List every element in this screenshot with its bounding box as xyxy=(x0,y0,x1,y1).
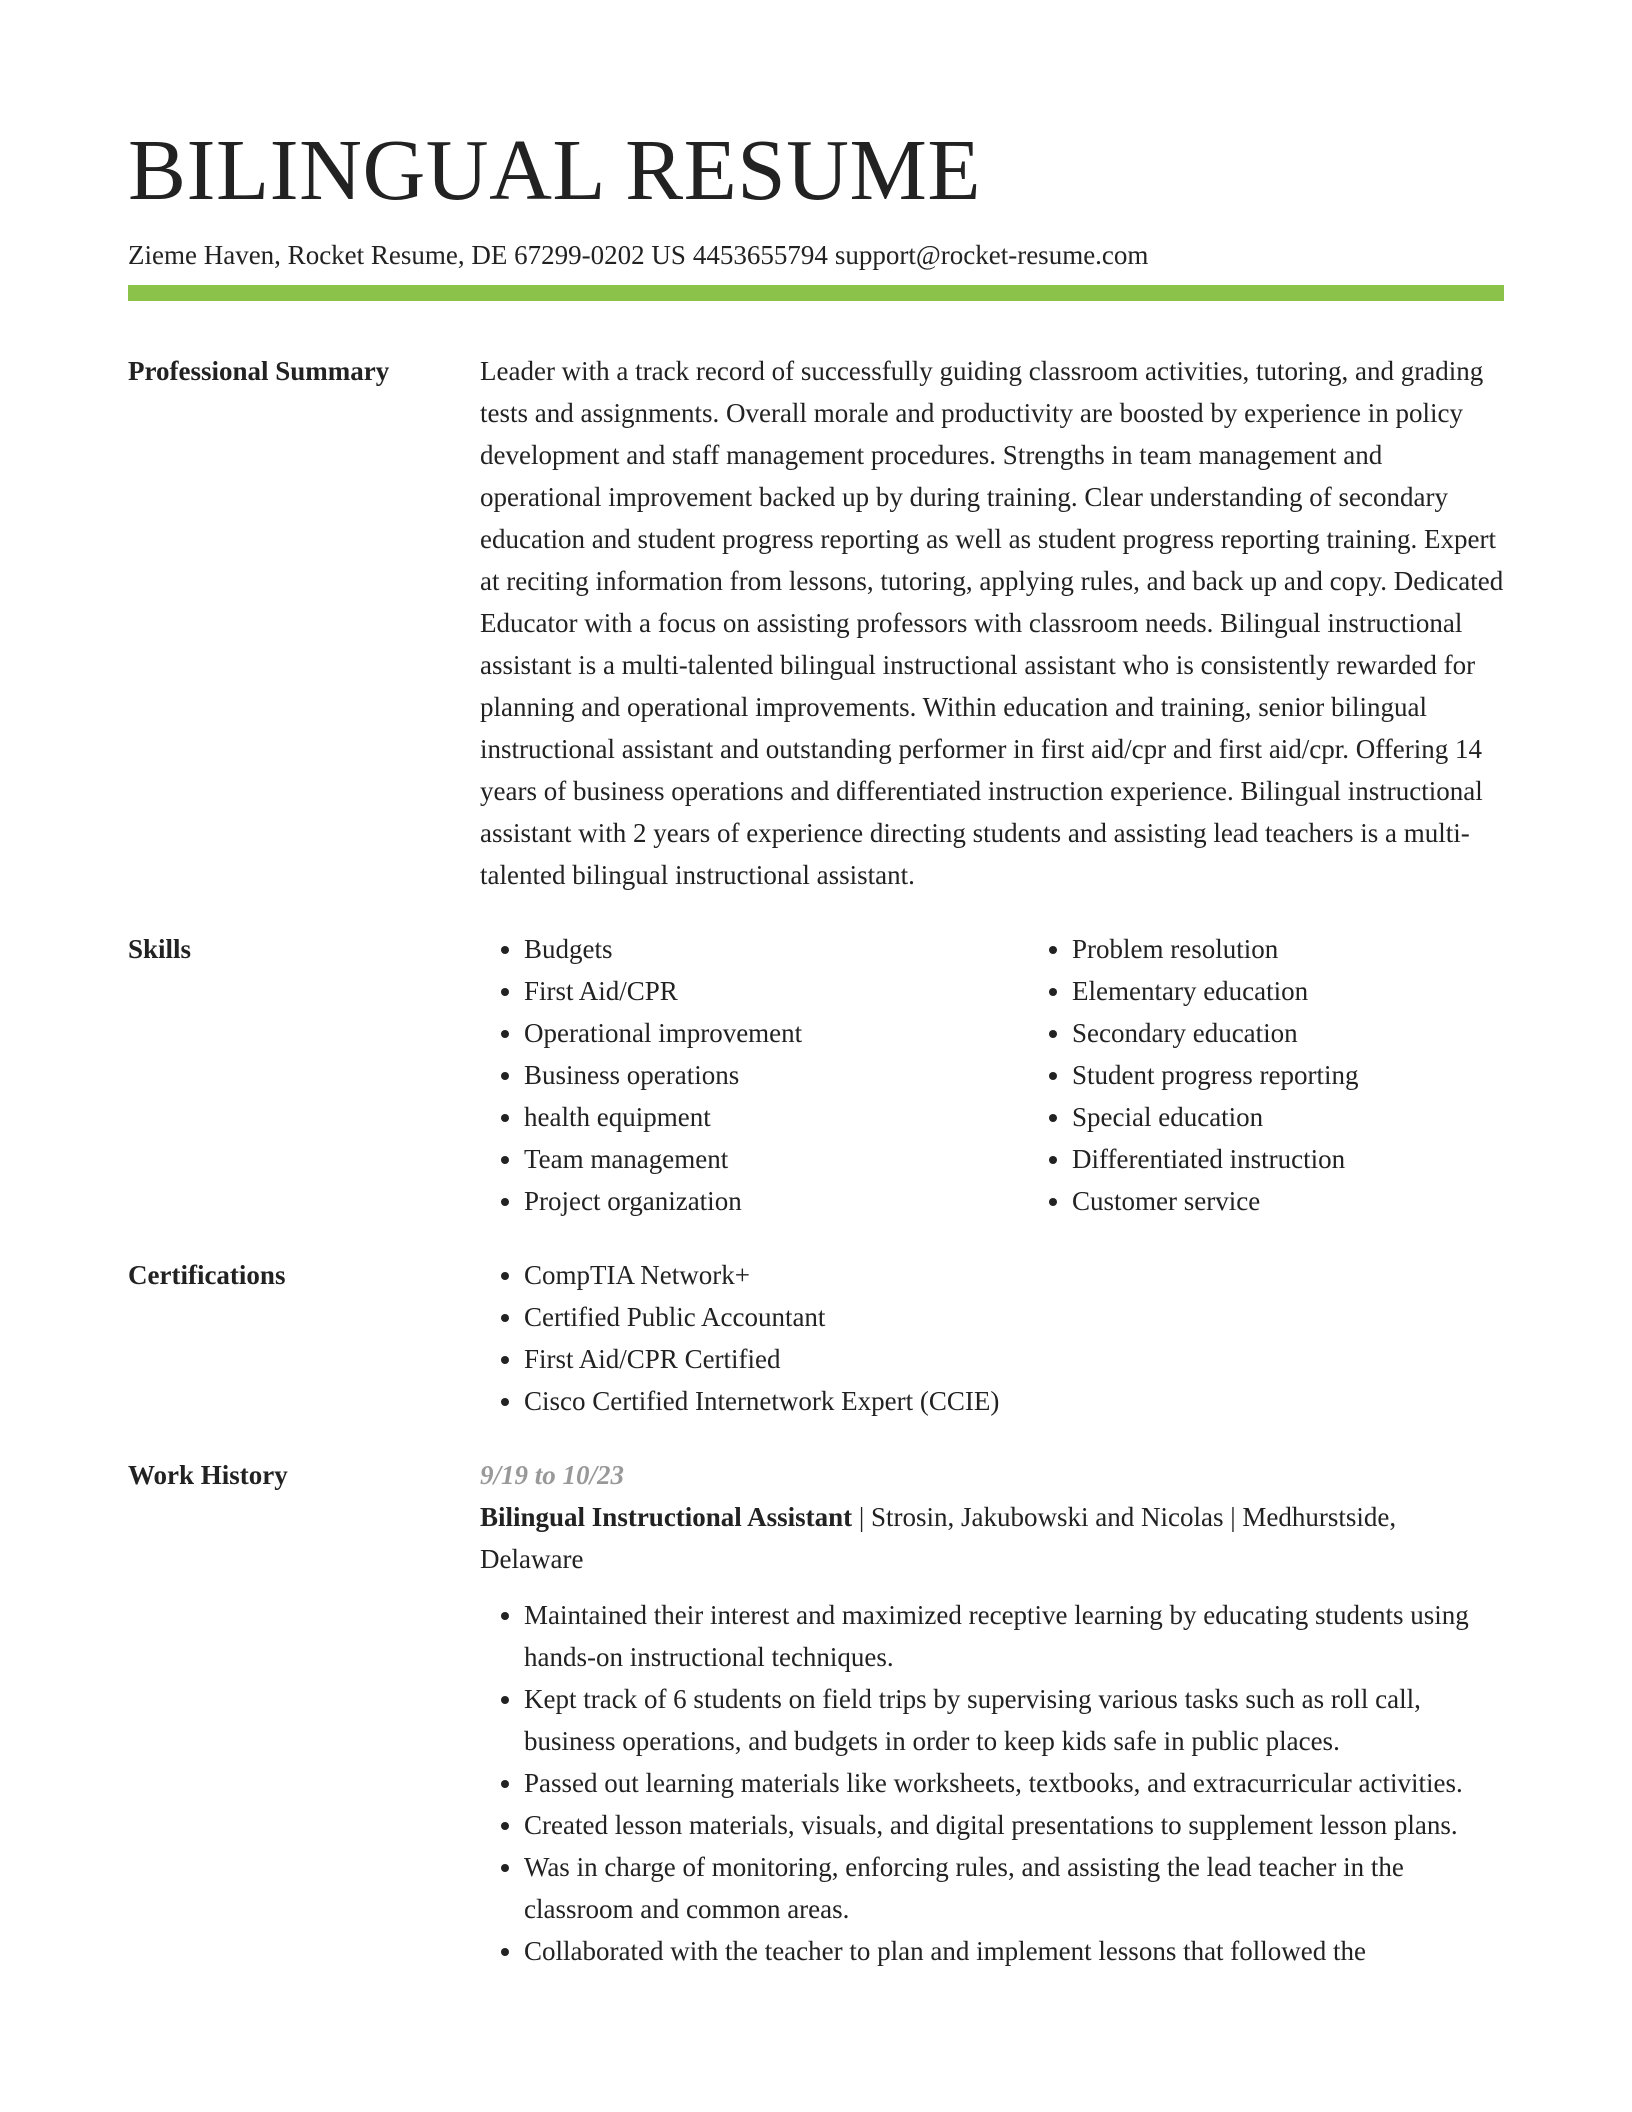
certification-item: • Certified Public Accountant xyxy=(524,1296,1504,1338)
job-bullet: • Was in charge of monitoring, enforcing rules, and assisting the lead teacher in the classroom and common areas. xyxy=(524,1846,1504,1930)
skill-item: • Operational improvement xyxy=(524,1012,1028,1054)
job-title: Bilingual Instructional Assistant xyxy=(480,1502,853,1532)
skills-section xyxy=(128,928,1504,1222)
skills-column-2 xyxy=(1028,928,1576,1222)
skill-item: • Elementary education xyxy=(1072,970,1576,1012)
job-dates: 9/19 to 10/23 xyxy=(480,1460,625,1490)
certification-item: • First Aid/CPR Certified xyxy=(524,1338,1504,1380)
header-divider xyxy=(128,285,1504,301)
skill-item: • Business operations xyxy=(524,1054,1028,1096)
work-history-section xyxy=(128,1454,1504,1972)
certification-item: • CompTIA Network+ xyxy=(524,1254,1504,1296)
job-bullet: • Created lesson materials, visuals, and digital presentations to supplement lesson plans. xyxy=(524,1804,1504,1846)
skill-item: • Secondary education xyxy=(1072,1012,1576,1054)
skill-item: • Team management xyxy=(524,1138,1028,1180)
resume-content xyxy=(128,350,1504,2004)
work-history-body xyxy=(480,1454,1504,1972)
skill-item: • health equipment xyxy=(524,1096,1028,1138)
skill-item: • Student progress reporting xyxy=(1072,1054,1576,1096)
contact-phone: 4453655794 xyxy=(692,240,828,270)
job-heading xyxy=(480,1496,1504,1580)
certifications-list xyxy=(480,1254,1504,1422)
skill-item: • Customer service xyxy=(1072,1180,1576,1222)
resume-header xyxy=(128,118,1504,272)
contact-email: support@rocket-resume.com xyxy=(834,240,1149,270)
resume-title: BILINGUAL RESUME xyxy=(128,121,981,218)
summary-text: Leader with a track record of successfully guiding classroom activities, tutoring, and grading tests and assignments. Overall morale and productivity are boosted by experience in policy development and staff management procedures. Strengths in team management and operational improvement backed up by during training. Clear understanding of secondary education and student progress reporting as well as student progress reporting training. Expert at reciting information from lessons, tutoring, applying rules, and back up and copy. Dedicated Educator with a focus on assisting professors with classroom needs. Bilingual instructional assistant is a multi-talented bilingual instructional assistant who is consistently rewarded for planning and operational improvements. Within education and training, senior bilingual instructional assistant and outstanding performer in first aid/cpr and first aid/cpr. Offering 14 years of business operations and differentiated instruction experience. Bilingual instructional assistant with 2 years of experience directing students and assisting lead teachers is a multi-talented bilingual instructional assistant. xyxy=(480,356,1504,890)
job-bullet: • Kept track of 6 students on field trips by supervising various tasks such as roll call, business operations, and budgets in order to keep kids safe in public places. xyxy=(524,1678,1504,1762)
skills-grid xyxy=(480,928,1576,1222)
skill-item: • Special education xyxy=(1072,1096,1576,1138)
certification-item: • Cisco Certified Internetwork Expert (CCIE) xyxy=(524,1380,1504,1422)
certifications-section xyxy=(128,1254,1504,1422)
section-label-summary: Professional Summary xyxy=(128,356,390,386)
skills-column-1 xyxy=(480,928,1028,1222)
summary-section xyxy=(128,350,1504,896)
job-bullet: • Passed out learning materials like worksheets, textbooks, and extracurricular activities. xyxy=(524,1762,1504,1804)
contact-line xyxy=(128,238,1504,272)
summary-body xyxy=(480,350,1504,896)
job-bullets xyxy=(480,1594,1504,1972)
job-entry xyxy=(480,1454,1504,1972)
skill-item: • Differentiated instruction xyxy=(1072,1138,1576,1180)
skill-item: • Problem resolution xyxy=(1072,928,1576,970)
job-bullet: • Maintained their interest and maximized receptive learning by educating students using hands-on instructional techniques. xyxy=(524,1594,1504,1678)
section-label-work-history: Work History xyxy=(128,1460,288,1490)
section-label-skills: Skills xyxy=(128,934,192,964)
section-label-certifications: Certifications xyxy=(128,1260,286,1290)
skill-item: • Project organization xyxy=(524,1180,1028,1222)
skill-item: • Budgets xyxy=(524,928,1028,970)
certifications-body xyxy=(480,1254,1504,1422)
job-employer-location: | Strosin, Jakubowski and Nicolas | Medhurstside, Delaware xyxy=(480,1502,1397,1574)
contact-address: Zieme Haven, Rocket Resume, DE 67299-0202 US xyxy=(128,240,686,270)
job-bullet: • Collaborated with the teacher to plan and implement lessons that followed the xyxy=(524,1930,1504,1972)
skill-item: • First Aid/CPR xyxy=(524,970,1028,1012)
